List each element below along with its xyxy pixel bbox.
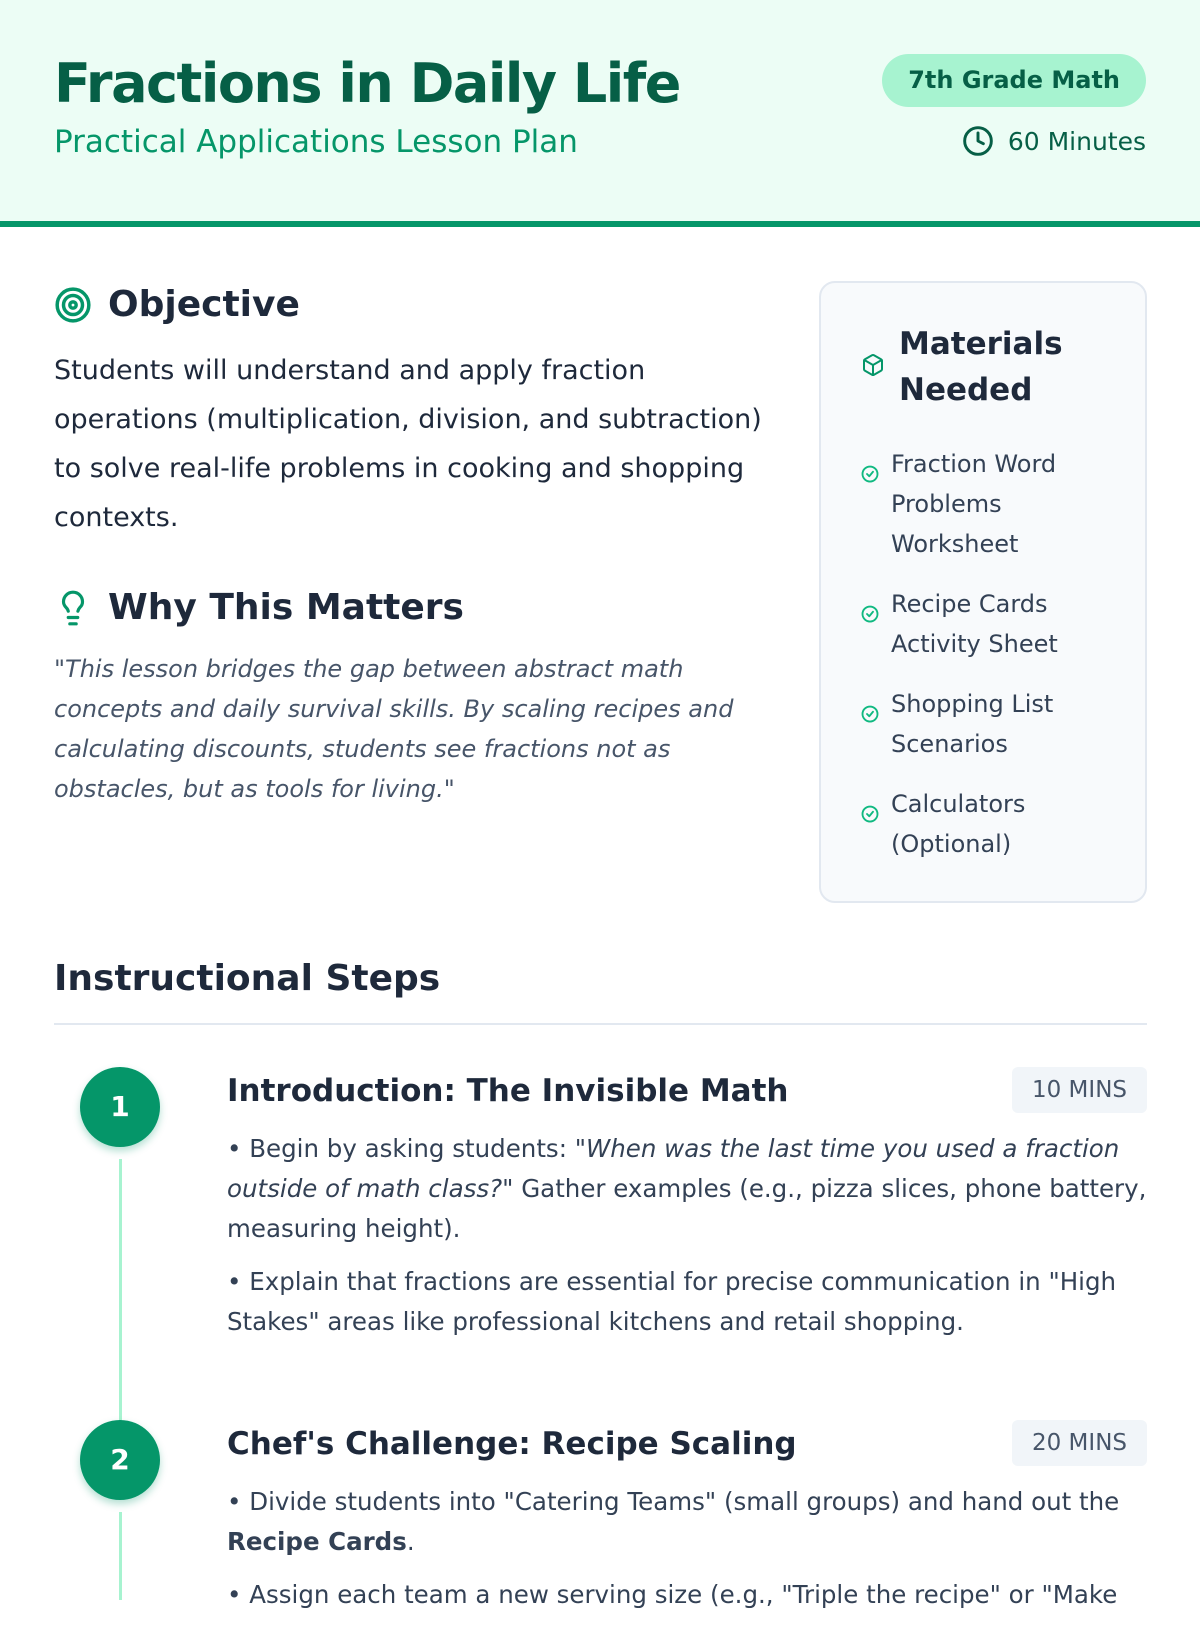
step-bullet: • Explain that fractions are essential for precise communication in "High Stakes" areas like professional kitchens and retail shopping. (227, 1267, 1117, 1336)
step-bullet (227, 1129, 1147, 1249)
step-body (227, 1482, 1147, 1628)
check-circle-icon (861, 795, 879, 835)
objective-text: Students will understand and apply fraction operations (multiplication, division, and subtraction) to solve real-life problems in cooking and shopping contexts. (54, 355, 762, 533)
step-title: Chef's Challenge: Recipe Scaling (227, 1426, 797, 1462)
bullet-emphasis: Recipe Cards (227, 1527, 407, 1556)
timeline-line (119, 1159, 122, 1421)
list-item (861, 784, 1131, 864)
why-quote: "This lesson bridges the gap between abstract math concepts and daily survival skills. By scaling recipes and calculating discounts, students see fractions not as obstacles, but as tools for living." (54, 655, 734, 803)
list-item (861, 584, 1131, 664)
objective-heading (54, 284, 300, 325)
section-divider (54, 1023, 1147, 1025)
lesson-header (0, 0, 1200, 227)
duration-info (962, 122, 1146, 160)
bullet-text: • Divide students into "Catering Teams" (small groups) and hand out the (227, 1487, 1120, 1516)
duration-label: 60 Minutes (1007, 126, 1146, 156)
check-circle-icon (861, 695, 879, 735)
clock-icon (962, 125, 994, 157)
materials-list (861, 444, 1131, 884)
step-bullet (227, 1482, 1147, 1562)
step-1 (54, 1067, 1147, 1367)
material-label: Calculators (Optional) (891, 790, 1026, 858)
step-bullet: • Assign each team a new serving size (e.g., "Triple the recipe" or "Make (227, 1580, 1118, 1609)
lightbulb-icon (54, 588, 92, 628)
step-duration-badge: 20 MINS (1012, 1420, 1147, 1466)
step-title: Introduction: The Invisible Math (227, 1073, 789, 1109)
check-circle-icon (861, 595, 879, 635)
material-label: Fraction Word Problems Worksheet (891, 450, 1057, 558)
list-item (861, 444, 1131, 564)
bullet-question: "When was the last time you used a fraction outside of math class?" (227, 1134, 1120, 1203)
package-icon (861, 353, 885, 381)
materials-card (819, 281, 1147, 903)
step-2 (54, 1420, 1147, 1609)
objective-title: Objective (108, 284, 300, 325)
check-circle-icon (861, 455, 879, 495)
bullet-text: . (406, 1527, 415, 1556)
step-body (227, 1129, 1147, 1355)
page-subtitle: Practical Applications Lesson Plan (54, 124, 578, 160)
material-label: Shopping List Scenarios (891, 690, 1054, 758)
step-number: 2 (80, 1420, 160, 1500)
timeline-line (119, 1512, 122, 1600)
steps-title: Instructional Steps (54, 958, 441, 999)
grade-badge: 7th Grade Math (882, 54, 1146, 107)
target-icon (54, 286, 92, 324)
material-label: Recipe Cards Activity Sheet (891, 590, 1058, 658)
materials-title: Materials Needed (899, 326, 1063, 408)
step-duration-badge: 10 MINS (1012, 1067, 1147, 1113)
page-title: Fractions in Daily Life (54, 52, 680, 115)
why-title: Why This Matters (108, 587, 464, 628)
bullet-text: • Begin by asking students: (227, 1134, 575, 1163)
list-item (861, 684, 1131, 764)
why-heading (54, 587, 464, 628)
materials-heading (861, 321, 1099, 413)
bullet-text: Gather examples (e.g., pizza slices, phone battery, measuring height). (227, 1174, 1147, 1243)
step-number: 1 (80, 1067, 160, 1147)
